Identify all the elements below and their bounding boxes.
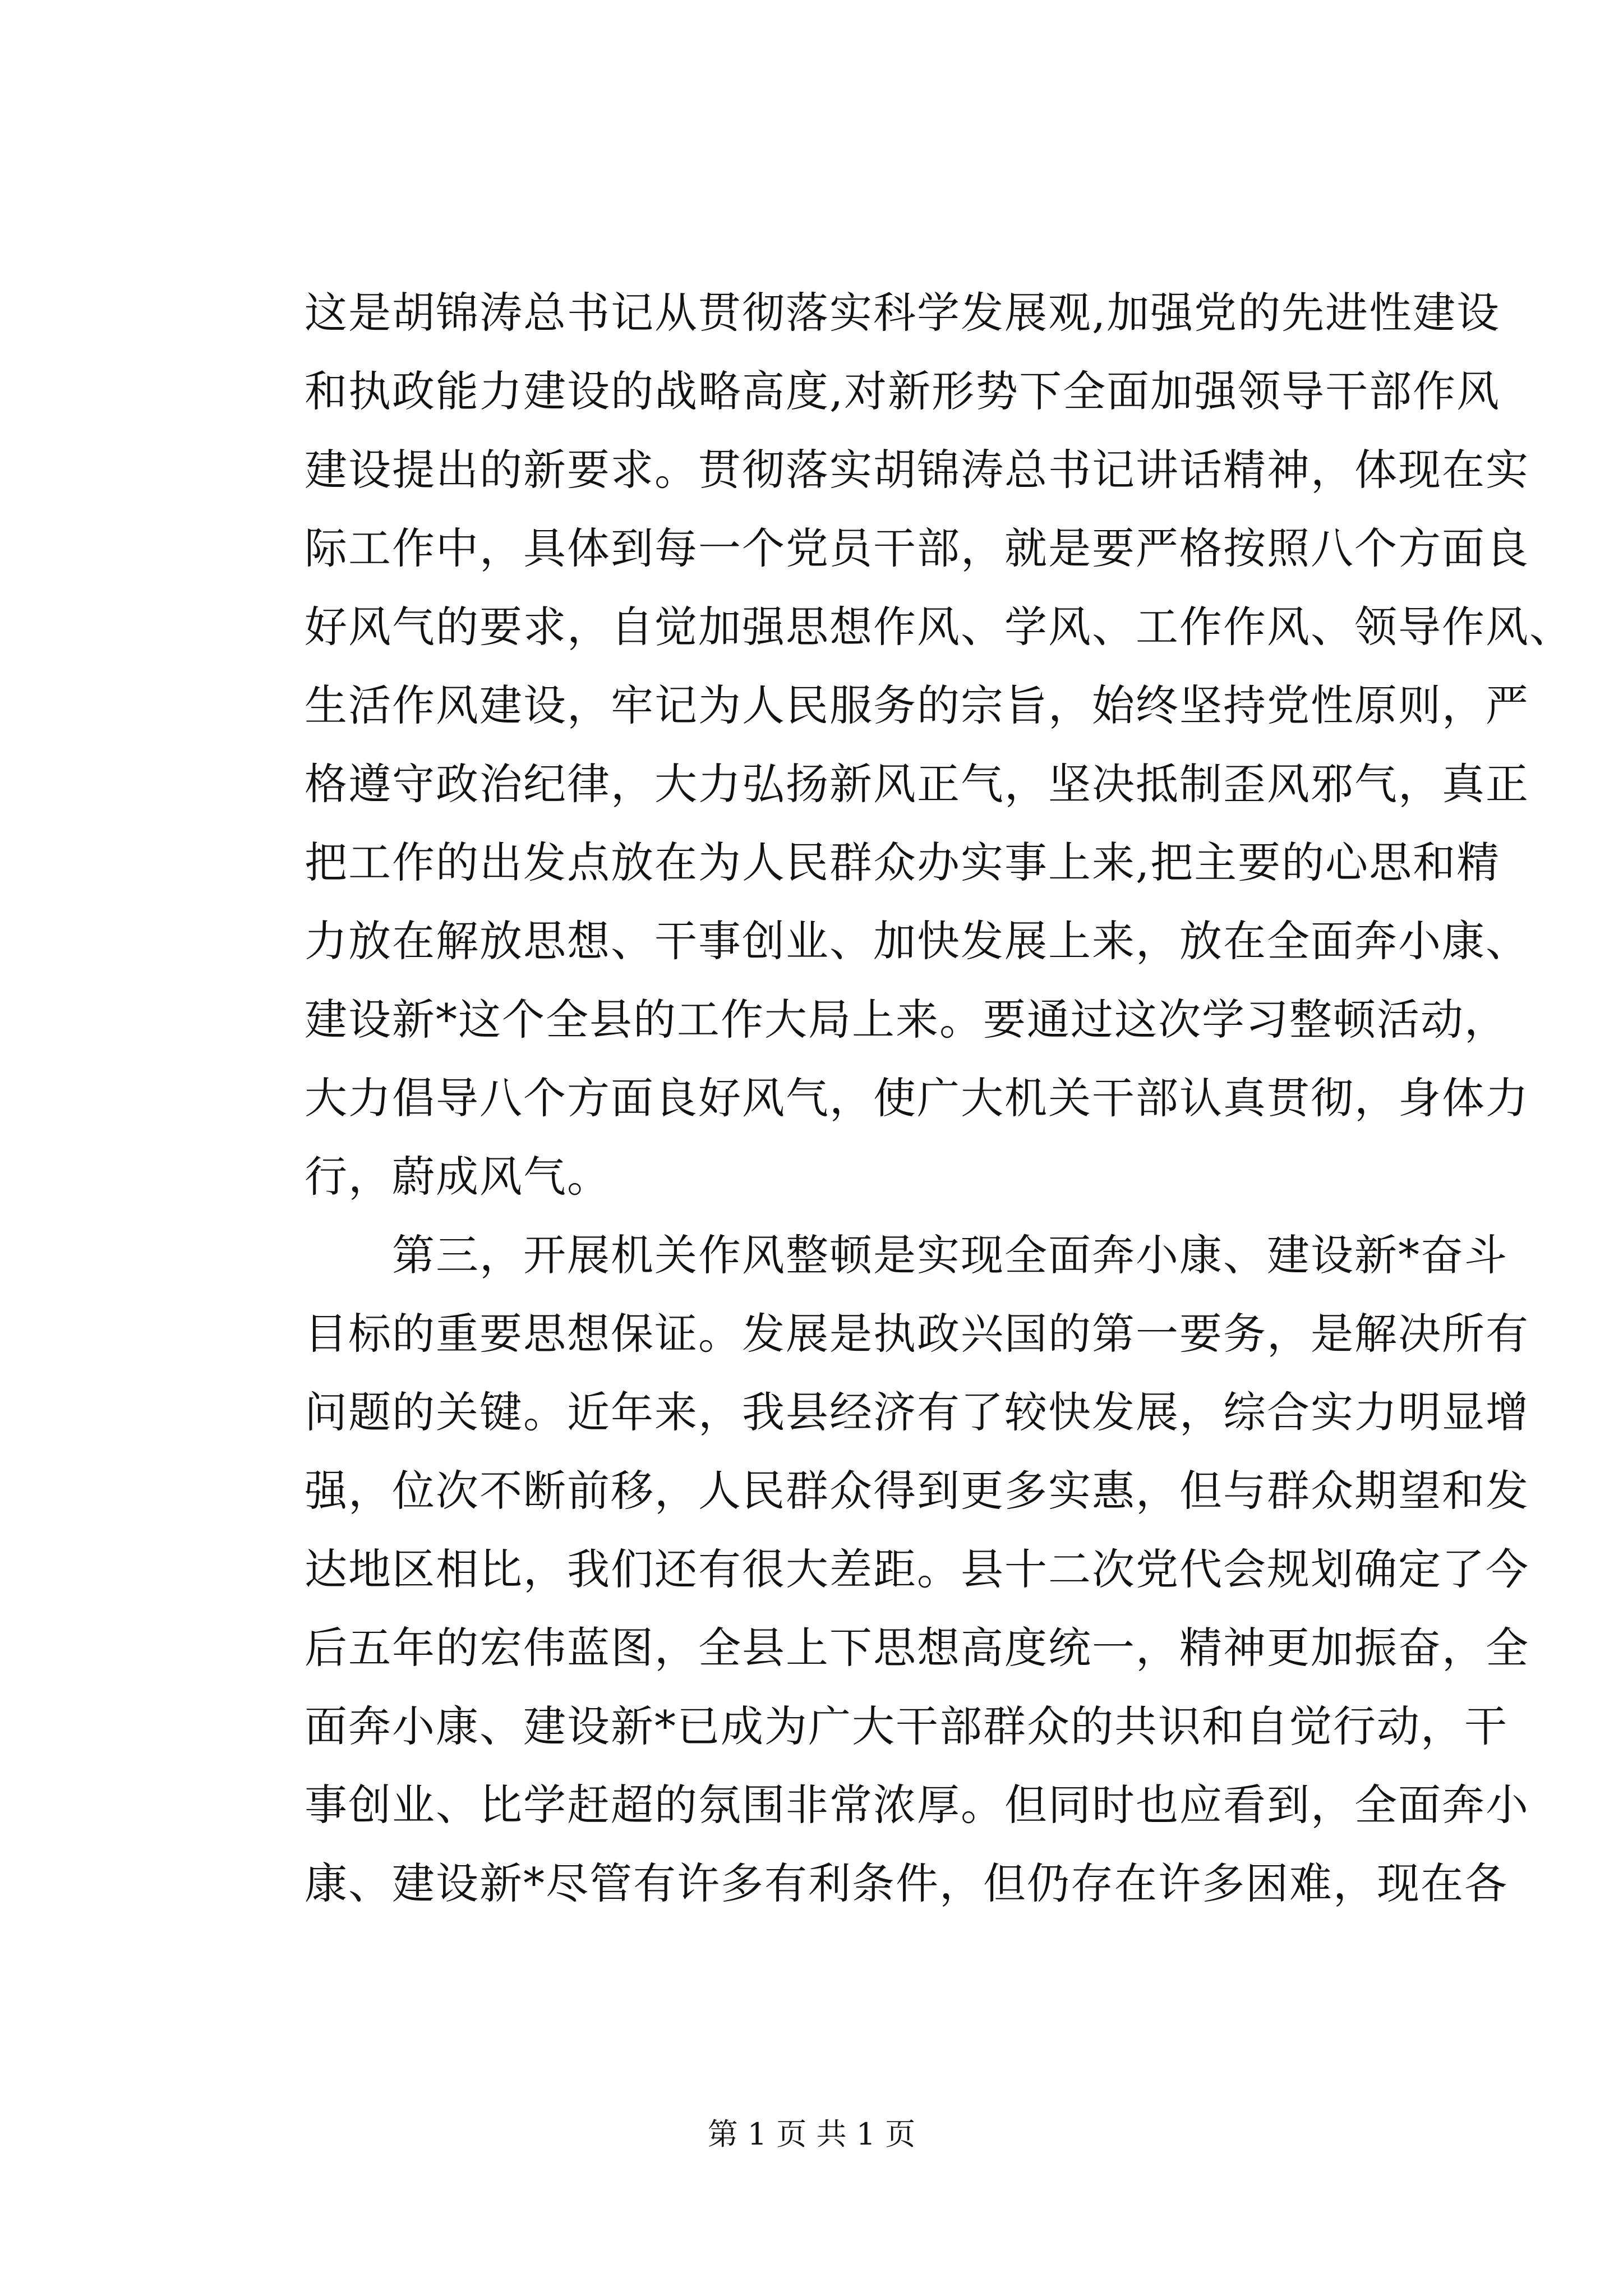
text-line: 问题的关键。近年来，我县经济有了较快发展，综合实力明显增 <box>305 1387 1529 1437</box>
paragraph-2 <box>305 1216 1529 1923</box>
text-line: 把工作的出发点放在为人民群众办实事上来,把主要的心思和精 <box>305 838 1501 887</box>
text-line: 建设提出的新要求。贯彻落实胡锦涛总书记讲话精神，体现在实 <box>305 445 1529 495</box>
text-line: 面奔小康、建设新*已成为广大干部群众的共识和自觉行动，干 <box>305 1701 1508 1751</box>
text-line: 生活作风建设，牢记为人民服务的宗旨，始终坚持党性原则，严 <box>305 680 1529 730</box>
text-line: 达地区相比，我们还有很大差距。县十二次党代会规划确定了今 <box>305 1544 1529 1594</box>
page-number-label: 第 1 页 共 1 页 <box>707 2116 916 2152</box>
text-line: 建设新*这个全县的工作大局上来。要通过这次学习整顿活动， <box>305 995 1508 1045</box>
text-line: 力放在解放思想、干事创业、加快发展上来，放在全面奔小康、 <box>305 916 1529 966</box>
text-line: 强，位次不断前移，人民群众得到更多实惠，但与群众期望和发 <box>305 1466 1529 1516</box>
text-line: 格遵守政治纪律，大力弘扬新风正气，坚决抵制歪风邪气，真正 <box>305 759 1529 809</box>
text-line: 际工作中，具体到每一个党员干部，就是要严格按照八个方面良 <box>305 523 1529 573</box>
text-line: 行，蔚成风气。 <box>305 1152 611 1202</box>
text-line: 第三，开展机关作风整顿是实现全面奔小康、建设新*奋斗 <box>305 1230 1508 1280</box>
body-text <box>305 274 1573 1923</box>
text-line: 事创业、比学赶超的氛围非常浓厚。但同时也应看到，全面奔小 <box>305 1780 1529 1830</box>
text-line: 康、建设新*尽管有许多有利条件，但仍存在许多困难，现在各 <box>305 1858 1508 1908</box>
text-line: 好风气的要求，自觉加强思想作风、学风、工作作风、领导作风、 <box>305 602 1573 652</box>
text-line: 这是胡锦涛总书记从贯彻落实科学发展观,加强党的先进性建设 <box>305 288 1501 338</box>
page-footer <box>0 2115 1623 2154</box>
paragraph-1 <box>305 274 1573 1216</box>
text-line: 目标的重要思想保证。发展是执政兴国的第一要务，是解决所有 <box>305 1309 1529 1359</box>
text-line: 大力倡导八个方面良好风气，使广大机关干部认真贯彻，身体力 <box>305 1073 1529 1123</box>
text-line: 后五年的宏伟蓝图，全县上下思想高度统一，精神更加振奋，全 <box>305 1623 1529 1673</box>
text-line: 和执政能力建设的战略高度,对新形势下全面加强领导干部作风 <box>305 366 1501 416</box>
